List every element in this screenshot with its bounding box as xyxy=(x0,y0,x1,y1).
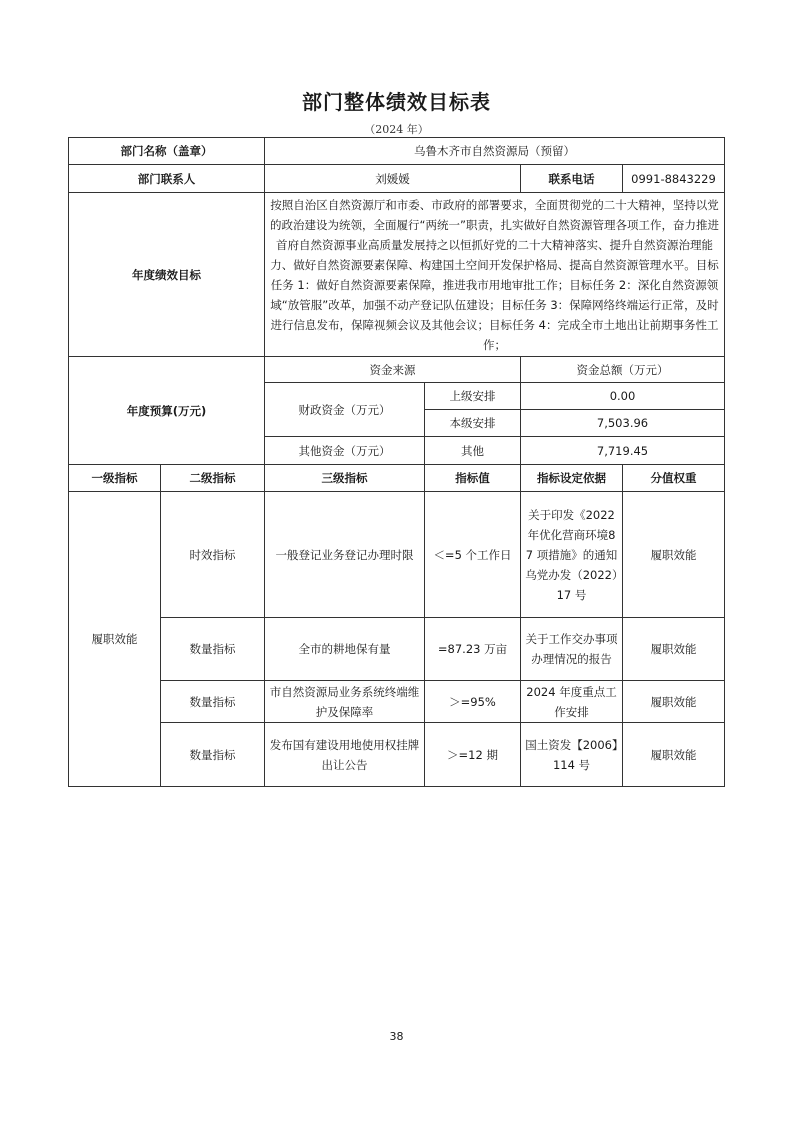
goals-text: 按照自治区自然资源厅和市委、市政府的部署要求，全面贯彻党的二十大精神，坚持以党的政治建设为统领，全面履行“两统一”职责，扎实做好自然资源管理各项工作，奋力推进首府自然资源事业高质量发展持之以恒抓好党的二十大精神落实、提升自然资源治理能力、做好自然资源要素保障、构建国土空间开发保护格局、提高自然资源管理水平。目标任务 1：做好自然资源要素保障，推进我市用地审批工作；目标任务 2：深化自然资源领域“放管服”改革，加强不动产登记队伍建设；目标任务 3：保障网络终端运行正常，及时进行信息发布，保障视频会议及其他会议；目标任务 4：完成全市土地出让前期事务性工作； xyxy=(265,193,725,357)
value-cell: ＞=95% xyxy=(425,681,521,723)
level2-cell: 数量指标 xyxy=(161,723,265,787)
level3-cell: 市自然资源局业务系统终端维护及保障率 xyxy=(265,681,425,723)
weight-cell: 履职效能 xyxy=(623,681,725,723)
value-cell: ＜=5 个工作日 xyxy=(425,492,521,618)
header-level1: 一级指标 xyxy=(69,465,161,492)
source-header: 资金来源 xyxy=(265,357,521,383)
table-row xyxy=(69,618,725,681)
level2-cell: 时效指标 xyxy=(161,492,265,618)
level1-value: 履职效能 xyxy=(69,492,161,787)
header-basis: 指标设定依据 xyxy=(521,465,623,492)
value-cell: ＞=12 期 xyxy=(425,723,521,787)
other-sub-label: 其他 xyxy=(425,437,521,465)
level3-cell: 一般登记业务登记办理时限 xyxy=(265,492,425,618)
phone-label: 联系电话 xyxy=(521,165,623,193)
dept-name-label: 部门名称（盖章） xyxy=(69,138,265,165)
dept-name-row xyxy=(69,138,725,165)
upper-label: 上级安排 xyxy=(425,383,521,410)
table-row xyxy=(69,681,725,723)
contact-value: 刘媛媛 xyxy=(265,165,521,193)
level2-cell: 数量指标 xyxy=(161,618,265,681)
table-row xyxy=(69,723,725,787)
year-label: （2024 年） xyxy=(364,123,429,136)
fiscal-label: 财政资金（万元） xyxy=(265,383,425,437)
indicator-header-row xyxy=(69,465,725,492)
weight-cell: 履职效能 xyxy=(623,723,725,787)
page-title: 部门整体绩效目标表 xyxy=(302,90,491,114)
other-value: 7,719.45 xyxy=(521,437,725,465)
budget-header-row xyxy=(69,357,725,383)
header-level2: 二级指标 xyxy=(161,465,265,492)
other-label: 其他资金（万元） xyxy=(265,437,425,465)
upper-value: 0.00 xyxy=(521,383,725,410)
goals-row xyxy=(69,193,725,357)
table-row xyxy=(69,492,725,618)
performance-table xyxy=(68,137,725,787)
basis-cell: 国土资发【2006】114 号 xyxy=(521,723,623,787)
header-value: 指标值 xyxy=(425,465,521,492)
basis-cell: 关于工作交办事项办理情况的报告 xyxy=(521,618,623,681)
dept-contact-row xyxy=(69,165,725,193)
page-number: 38 xyxy=(389,1030,404,1043)
level3-cell: 全市的耕地保有量 xyxy=(265,618,425,681)
dept-name-value: 乌鲁木齐市自然资源局（预留） xyxy=(265,138,725,165)
basis-cell: 2024 年度重点工作安排 xyxy=(521,681,623,723)
weight-cell: 履职效能 xyxy=(623,492,725,618)
local-value: 7,503.96 xyxy=(521,410,725,437)
contact-label: 部门联系人 xyxy=(69,165,265,193)
header-level3: 三级指标 xyxy=(265,465,425,492)
total-header: 资金总额（万元） xyxy=(521,357,725,383)
goals-label: 年度绩效目标 xyxy=(69,193,265,357)
level2-cell: 数量指标 xyxy=(161,681,265,723)
budget-label: 年度预算(万元) xyxy=(69,357,265,465)
basis-cell: 关于印发《2022 年优化营商环境87 项措施》的通知乌党办发（2022）17 号 xyxy=(521,492,623,618)
header-weight: 分值权重 xyxy=(623,465,725,492)
weight-cell: 履职效能 xyxy=(623,618,725,681)
phone-value: 0991-8843229 xyxy=(623,165,725,193)
level3-cell: 发布国有建设用地使用权挂牌出让公告 xyxy=(265,723,425,787)
value-cell: =87.23 万亩 xyxy=(425,618,521,681)
local-label: 本级安排 xyxy=(425,410,521,437)
